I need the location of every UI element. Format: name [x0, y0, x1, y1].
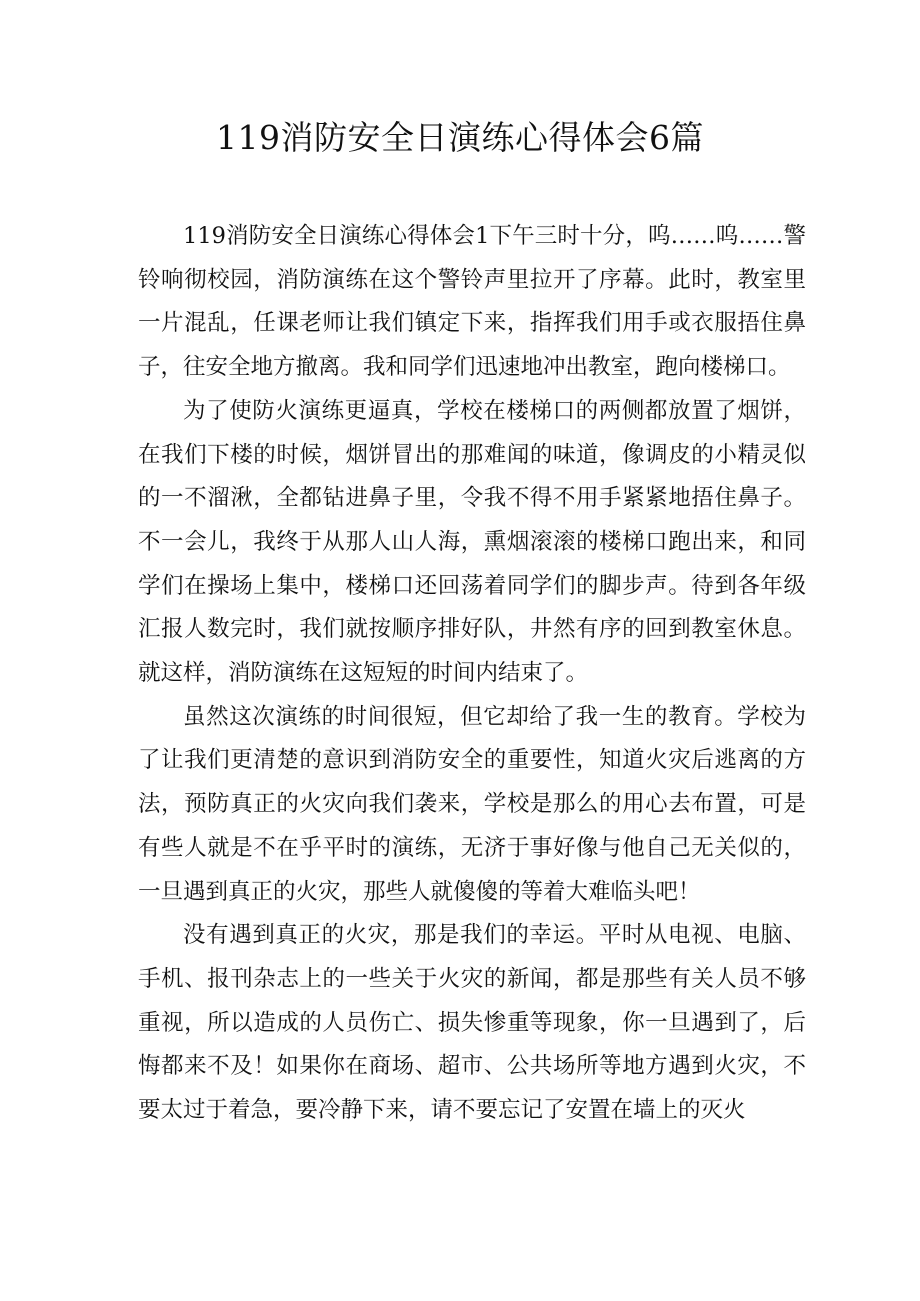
paragraph-3: 虽然这次演练的时间很短，但它却给了我一生的教育。学校为了让我们更清楚的意识到消防安全的重要性，知道火灾后逃离的方法，预防真正的火灾向我们袭来，学校是那么的用心去布置，可是有些人就是不在乎平时的演练，无济于事好像与他自己无关似的，一旦遇到真正的火灾，那些人就傻傻的等着大难临头吧！: [138, 703, 806, 905]
document-body: [138, 215, 806, 1133]
paragraph-2: 为了使防火演练更逼真，学校在楼梯口的两侧都放置了烟饼，在我们下楼的时候，烟饼冒出的那难闻的味道，像调皮的小精灵似的一不溜湫，全都钻进鼻子里，令我不得不用手紧紧地捂住鼻子。不一会儿，我终于从那人山人海，熏烟滚滚的楼梯口跑出来，和同学们在操场上集中，楼梯口还回荡着同学们的脚步声。待到各年级汇报人数完时，我们就按顺序排好队，井然有序的回到教室休息。就这样，消防演练在这短短的时间内结束了。: [138, 397, 806, 687]
paragraph-4: 没有遇到真正的火灾，那是我们的幸运。平时从电视、电脑、手机、报刊杂志上的一些关于火灾的新闻，都是那些有关人员不够重视，所以造成的人员伤亡、损失惨重等现象，你一旦遇到了，后悔都来不及！如果你在商场、超市、公共场所等地方遇到火灾，不要太过于着急，要冷静下来，请不要忘记了安置在墙上的灭火: [138, 922, 806, 1124]
document-title: 119消防安全日演练心得体会6篇: [216, 118, 704, 157]
paragraph-1: 119消防安全日演练心得体会1下午三时十分，呜……呜……警铃响彻校园，消防演练在这个警铃声里拉开了序幕。此时，教室里一片混乱，任课老师让我们镇定下来，指挥我们用手或衣服捂住鼻子，往安全地方撤离。我和同学们迅速地冲出教室，跑向楼梯口。: [138, 223, 806, 381]
